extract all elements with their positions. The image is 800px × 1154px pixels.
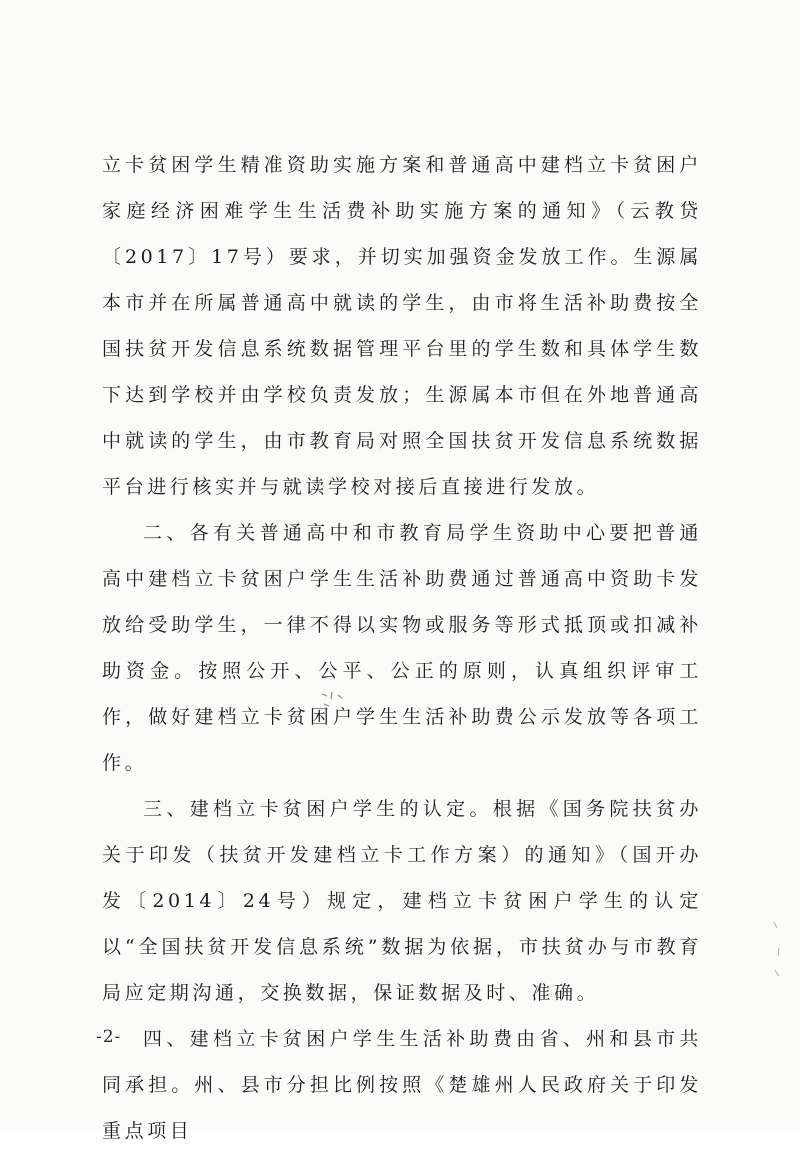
paragraph-section-4: 四、建档立卡贫困户学生生活补助费由省、州和县市共同承担。州、县市分担比例按照《楚雄州人民政府关于印发重点项目 <box>102 1028 702 1142</box>
paragraph-section-3: 三、建档立卡贫困户学生的认定。根据《国务院扶贫办关于印发（扶贫开发建档立卡工作方案）的通知》（国开办发〔2014〕24号）规定，建档立卡贫困户学生的认定以“全国扶贫开发信息系统”数据为依据，市扶贫办与市教育局应定期沟通，交换数据，保证数据及时、准确。 <box>102 798 702 1004</box>
scan-edge-mark <box>770 920 784 980</box>
paragraph-continuation: 立卡贫困学生精准资助实施方案和普通高中建档立卡贫困户家庭经济困难学生生活费补助实施方案的通知》（云教贷〔2017〕17号）要求，并切实加强资金发放工作。生源属本市并在所属普通高中就读的学生，由市将生活补助费按全国扶贫开发信息系统数据管理平台里的学生数和具体学生数下达到学校并由学校负责发放；生源属本市但在外地普通高中就读的学生，由市教育局对照全国扶贫开发信息系统数据平台进行核实并与就读学校对接后直接进行发放。 <box>102 154 702 498</box>
page-number: -2- <box>96 1027 122 1047</box>
scan-speck-mark <box>318 690 348 712</box>
paragraph-section-2: 二、各有关普通高中和市教育局学生资助中心要把普通高中建档立卡贫困户学生生活补助费通过普通高中资助卡发放给受助学生，一律不得以实物或服务等形式抵顶或扣减补助资金。按照公开、公平、公正的原则，认真组织评审工作，做好建档立卡贫困户学生生活补助费公示发放等各项工作。 <box>102 522 702 774</box>
document-body <box>102 142 702 1154</box>
